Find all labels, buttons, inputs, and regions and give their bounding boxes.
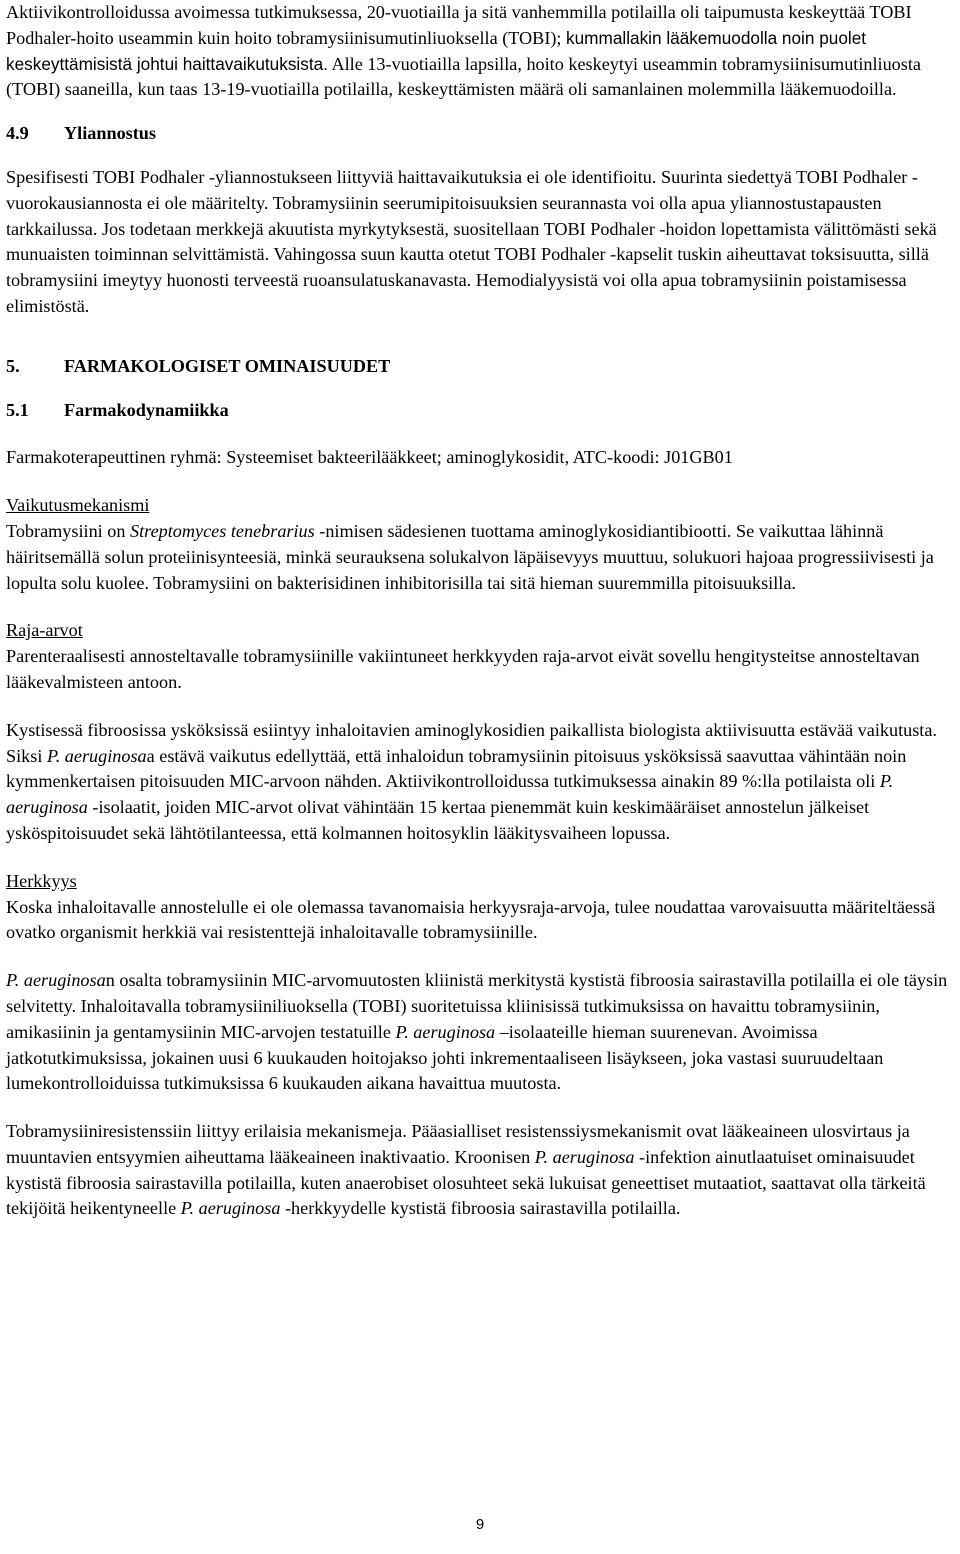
organism-name: P. aeruginosa [6,771,894,818]
organism-name: P. aeruginosa [534,1146,635,1167]
breakpoints-text-3: -isolaatit, joiden MIC-arvot olivat vähintään 15 kertaa pienemmät kuin keskimääräiset annostelun jälkeiset ysköspitoisuudet sekä lähtötilanteessa, että kolmannen hoitosyklin lääkitysvaiheen lopussa. [6,797,870,843]
page-number: 9 [475,1516,485,1533]
resistance-text-3: -herkkyydelle kystistä fibroosia sairastavilla potilailla. [280,1198,681,1219]
breakpoints-text-2: a estävä vaikutus edellyttää, että inhaloidun tobramysiinin pitoisuus ysköksissä saavuttaa vähintään noin kymmenkertaisen pitoisuuden MIC-arvoon nähden. Aktiivikontrolloidussa tutkimuksessa ainakin 89 %:lla potilaista oli [6,745,907,792]
pharmacotherapeutic-group: Farmakoterapeuttinen ryhmä: Systeemiset bakteerilääkkeet; aminoglykosidit, ATC-koodi: J01GB01 [6,447,733,468]
organism-name: P. aeruginosa [180,1198,281,1219]
section-4-9-number: 4.9 [6,123,29,144]
resistance-text-1: Tobramysiiniresistenssiin liittyy erilaisia mekanismeja. Pääasialliset resistenssiysmekanismit ovat lääkeaineen ulosvirtaus ja muuntavien entsyymien aiheuttama lääkeaineen inaktivaatio. Kroonisen [6,1121,910,1167]
breakpoints-text-1: Kystisessä fibroosissa ysköksissä esiintyy inhaloitavien aminoglykosidien paikallista biologista aktiivisuutta estävää vaikutusta. Siksi [6,719,937,766]
organism-name: P. aeruginosa [6,970,106,991]
susceptibility-text-1: n osalta tobramysiinin MIC-arvomuutosten kliinistä merkitystä kystistä fibroosia sairastavilla potilailla ei ole täysin selvitetty. Inhaloitavalla tobramysiiniliuoksella (TOBI) suoritetuissa kliinisissä tutkimuksissa on havaittu tobramysiinin, amikasiinin ja gentamysiinin MIC-arvojen testatuille [6,970,948,1042]
organism-name: P. aeruginosa [395,1021,496,1042]
mechanism-text-1: Tobramysiini on [6,520,131,541]
intro-paragraph [6,0,954,103]
resistance-text-2: -infektion ainutlaatuiset ominaisuudet kystistä fibroosia sairastavilla potilailla, kuten anaerobiset olosuhteet sekä lukuisat geneettiset mutaatiot, saattavat olla tärkeitä tekijöitä heikentyneelle [6,1146,926,1219]
section-5-1-title: Farmakodynamiikka [64,399,229,420]
intro-sentence-3: Alle 13-vuotiailla lapsilla, hoito keskeytyi useammin tobramysiinisumutinliuosta (TOBI) saaneilla, kun taas 13-19-vuotiailla potilailla, keskeyttämisten määrä oli samanlainen molemmilla lääkemuodoilla. [6,53,921,100]
mechanism-heading: Vaikutusmekanismi [6,495,150,516]
intro-sentence-2: kummallakin lääkemuodolla noin puolet keskeyttämisistä johtui haittavaikutuksista. [6,27,867,74]
breakpoints-paragraph-1: Parenteraalisesti annosteltavalle tobramysiinille vakiintuneet herkkyyden raja-arvot eivät sovellu hengitysteitse annosteltavan lääkevalmisteen antoon. [6,646,920,692]
section-5-number: 5. [6,355,20,376]
resistance-paragraph [6,1119,954,1222]
organism-name: P. aeruginosa [46,745,147,766]
mechanism-text-2: -nimisen sädesienen tuottama aminoglykosidiantibiootti. Se vaikuttaa lähinnä häiritsemällä solun proteiinisynteesiä, minkä seurauksena solukalvon läpäisevyys muuttuu, solukuori hajoaa progressiivisesti ja lopulta solu kuolee. Tobramysiini on bakterisidinen inhibitorisilla tai sitä hieman suuremmilla pitoisuuksilla. [6,520,934,593]
section-4-9-heading [6,121,954,147]
breakpoints-paragraph-2 [6,718,954,847]
organism-name: Streptomyces tenebrarius [130,520,315,541]
section-4-9-title: Yliannostus [64,123,156,144]
susceptibility-heading: Herkkyys [6,870,77,891]
section-5-1-number: 5.1 [6,399,29,420]
intro-sentence-1: Aktiivikontrolloidussa avoimessa tutkimuksessa, 20-vuotiailla ja sitä vanhemmilla potilailla oli taipumusta keskeyttää TOBI Podhaler-hoito useammin kuin hoito tobramysiinisumutinliuoksella (TOBI); [6,2,912,48]
overdose-paragraph: Spesifisesti TOBI Podhaler -yliannostukseen liittyviä haittavaikutuksia ei ole identifioitu. Suurinta siedettyä TOBI Podhaler -vuorokausiannosta ei ole määritelty. Tobramysiinin seerumipitoisuuksien seurannasta voi olla apua yliannostustapausten tarkkailussa. Jos todetaan merkkejä akuutista myrkytyksestä, suositellaan TOBI Podhaler -hoidon lopettamista välittömästi sekä munuaisten toiminnan selvittämistä. Vahingossa suun kautta otetut TOBI Podhaler -kapselit tuskin aiheuttavat toksisuutta, sillä tobramysiini imeytyy huonosti terveestä ruoansulatuskanavasta. Hemodialyysistä voi olla apua tobramysiinin poistamisessa elimistöstä. [6,166,937,316]
mechanism-paragraph [6,519,954,596]
section-5-1-heading [6,398,954,424]
breakpoints-heading: Raja-arvot [6,620,83,641]
section-5-heading [6,354,954,380]
document-page [6,0,954,1222]
susceptibility-paragraph-2 [6,968,954,1097]
susceptibility-text-2: –isolaateille hieman suurenevan. Avoimissa jatkotutkimuksissa, jokainen uusi 6 kuukauden hoitojakso johti inkrementaaliseen lisäykseen, joka vastasi suuruudeltaan lumekontrolloiduissa tutkimuksissa 6 kuukauden aikana havaittua muutosta. [6,1021,884,1094]
susceptibility-paragraph-1: Koska inhaloitavalle annostelulle ei ole olemassa tavanomaisia herkyysraja-arvoja, tulee noudattaa varovaisuutta määriteltäessä ovatko organismit herkkiä vai resistenttejä inhaloitavalle tobramysiinille. [6,896,936,943]
section-5-title: FARMAKOLOGISET OMINAISUUDET [64,355,391,376]
